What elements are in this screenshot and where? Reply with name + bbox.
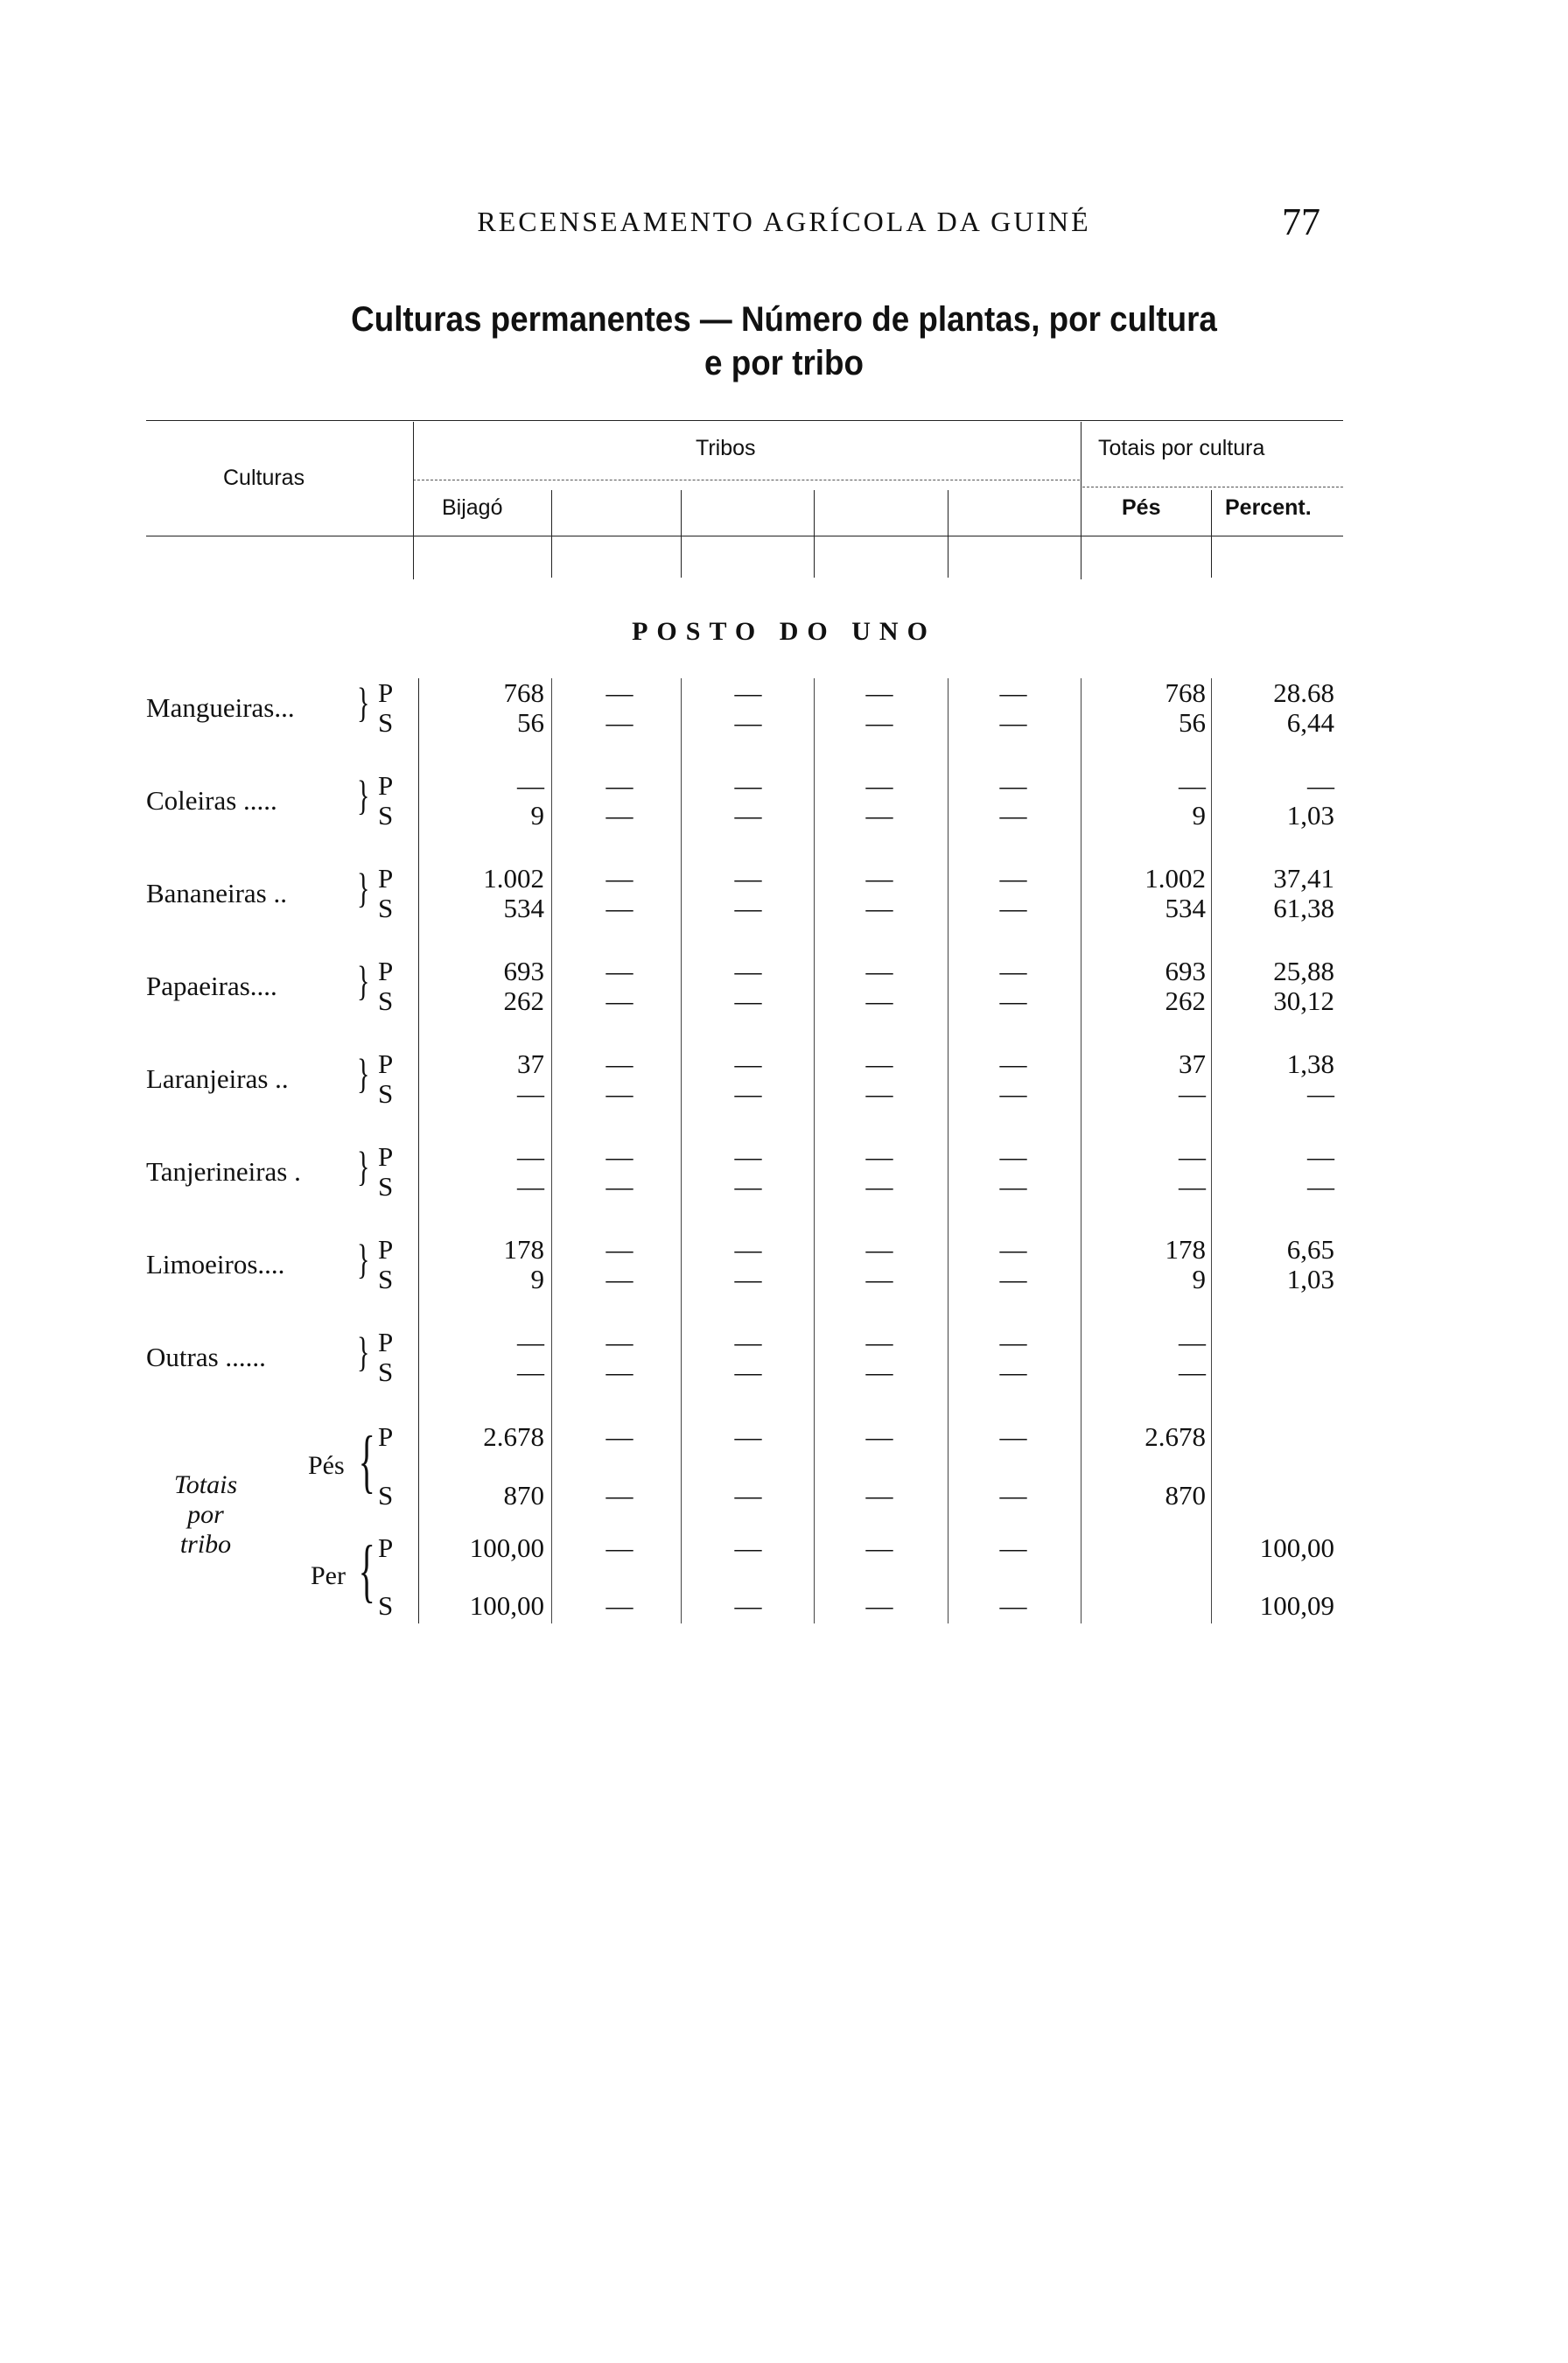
cell-pes: 37 <box>1179 1048 1206 1079</box>
cell-empty: — <box>734 1234 762 1265</box>
cell-pes: 870 <box>1165 1480 1206 1511</box>
cell-percent: — <box>1307 770 1334 801</box>
cell-empty: — <box>734 800 762 831</box>
running-header: RECENSEAMENTO AGRÍCOLA DA GUINÉ <box>477 206 1091 237</box>
cell-empty: — <box>606 1078 634 1109</box>
cell-empty: — <box>606 1532 634 1563</box>
cell-empty: — <box>865 1171 893 1202</box>
body-vrule-2 <box>551 678 552 1623</box>
culture-name: Outras ...... <box>146 1342 266 1372</box>
cell-empty: — <box>865 1234 893 1265</box>
cell-empty: — <box>999 1327 1027 1357</box>
cell-pes: 178 <box>1165 1234 1206 1265</box>
cell-bijago: 100,00 <box>469 1532 544 1563</box>
cell-empty: — <box>606 1264 634 1294</box>
header-vrule-1 <box>413 422 414 579</box>
header-bijago: Bijagó <box>442 495 503 520</box>
row-brace: } <box>357 1050 370 1097</box>
cell-empty: — <box>999 770 1027 801</box>
cell-empty: — <box>865 770 893 801</box>
cell-empty: — <box>734 863 762 894</box>
cell-bijago: 2.678 <box>483 1421 544 1452</box>
cell-empty: — <box>606 677 634 708</box>
table-top-rule <box>146 420 1343 421</box>
culture-name: Mangueiras... <box>146 692 295 723</box>
cell-empty: — <box>865 1480 893 1511</box>
header-culturas: Culturas <box>223 466 305 490</box>
cell-empty: — <box>999 1078 1027 1109</box>
cell-percent: 37,41 <box>1273 863 1334 894</box>
row-brace: } <box>357 679 370 726</box>
cell-pes: — <box>1179 1141 1206 1172</box>
header-vrule-3 <box>681 490 682 578</box>
cell-bijago: 37 <box>517 1048 544 1079</box>
header-vrule-2 <box>551 490 552 578</box>
header-vrule-4 <box>814 490 815 578</box>
row-type-label: P <box>378 1532 394 1563</box>
row-type-label: P <box>378 1327 394 1357</box>
row-type-label: P <box>378 956 394 986</box>
cell-empty: — <box>865 1590 893 1621</box>
cell-empty: — <box>734 956 762 986</box>
cell-empty: — <box>865 1264 893 1294</box>
totals-pes-brace: { <box>358 1423 375 1500</box>
cell-empty: — <box>865 1078 893 1109</box>
cell-empty: — <box>999 677 1027 708</box>
row-type-label: S <box>378 1171 394 1202</box>
cell-empty: — <box>734 1264 762 1294</box>
cell-pes: 534 <box>1165 893 1206 923</box>
cell-empty: — <box>606 1480 634 1511</box>
cell-empty: — <box>999 1264 1027 1294</box>
cell-empty: — <box>734 1327 762 1357</box>
cell-empty: — <box>606 1141 634 1172</box>
cell-empty: — <box>734 677 762 708</box>
cell-empty: — <box>606 1234 634 1265</box>
cell-empty: — <box>999 1532 1027 1563</box>
cell-empty: — <box>606 1171 634 1202</box>
cell-pes: 262 <box>1165 985 1206 1016</box>
cell-empty: — <box>999 956 1027 986</box>
row-type-label: P <box>378 863 394 894</box>
cell-empty: — <box>734 1078 762 1109</box>
cell-percent: 100,00 <box>1259 1532 1334 1563</box>
totals-label <box>171 1470 241 1560</box>
body-vrule-1 <box>418 678 419 1623</box>
cell-empty: — <box>865 677 893 708</box>
cell-empty: — <box>734 893 762 923</box>
cell-empty: — <box>734 707 762 738</box>
totals-per-label: Per <box>311 1561 346 1590</box>
cell-bijago: 178 <box>503 1234 544 1265</box>
cell-bijago: — <box>517 1357 544 1387</box>
cell-empty: — <box>606 1048 634 1079</box>
cell-empty: — <box>606 800 634 831</box>
cell-pes: — <box>1179 1327 1206 1357</box>
cell-empty: — <box>734 1171 762 1202</box>
cell-empty: — <box>999 800 1027 831</box>
cell-percent: 1,38 <box>1286 1048 1334 1079</box>
totals-pes-label: Pés <box>308 1451 345 1480</box>
header-tribos: Tribos <box>696 436 756 460</box>
cell-empty: — <box>606 863 634 894</box>
cell-bijago: — <box>517 1141 544 1172</box>
body-vrule-6 <box>1081 678 1082 1623</box>
row-type-label: P <box>378 1048 394 1079</box>
cell-pes: 768 <box>1165 677 1206 708</box>
cell-empty: — <box>865 1357 893 1387</box>
cell-empty: — <box>606 985 634 1016</box>
totals-label-line3: tribo <box>179 1530 232 1559</box>
section-title: POSTO DO UNO <box>632 617 936 646</box>
row-type-label: S <box>378 1480 394 1511</box>
cell-bijago: 768 <box>503 677 544 708</box>
cell-bijago: — <box>517 1078 544 1109</box>
cell-empty: — <box>999 1421 1027 1452</box>
body-vrule-3 <box>681 678 682 1623</box>
cell-empty: — <box>865 1532 893 1563</box>
cell-pes: 1.002 <box>1144 863 1206 894</box>
row-type-label: P <box>378 1141 394 1172</box>
row-type-label: P <box>378 1421 394 1452</box>
cell-empty: — <box>865 707 893 738</box>
cell-percent: 6,44 <box>1286 707 1334 738</box>
row-type-label: S <box>378 1590 394 1621</box>
cell-pes: — <box>1179 1171 1206 1202</box>
table-title <box>63 298 1506 385</box>
row-type-label: S <box>378 1357 394 1387</box>
cell-percent: 6,65 <box>1286 1234 1334 1265</box>
culture-name: Tanjerineiras . <box>146 1156 301 1187</box>
cell-empty: — <box>734 770 762 801</box>
row-type-label: S <box>378 893 394 923</box>
cell-pes: 56 <box>1179 707 1206 738</box>
cell-empty: — <box>606 1327 634 1357</box>
totals-per-brace: { <box>358 1532 375 1609</box>
row-type-label: P <box>378 1234 394 1265</box>
cell-percent: 30,12 <box>1273 985 1334 1016</box>
row-type-label: S <box>378 707 394 738</box>
cell-empty: — <box>734 1480 762 1511</box>
table-title-line2: e por tribo <box>704 344 864 382</box>
row-brace: } <box>357 772 370 819</box>
cell-empty: — <box>865 956 893 986</box>
row-brace: } <box>357 1236 370 1283</box>
cell-bijago: — <box>517 1327 544 1357</box>
cell-bijago: 693 <box>503 956 544 986</box>
culture-name: Laranjeiras .. <box>146 1063 289 1094</box>
cell-empty: — <box>865 985 893 1016</box>
cell-percent: 61,38 <box>1273 893 1334 923</box>
cell-percent: — <box>1307 1078 1334 1109</box>
cell-empty: — <box>734 1357 762 1387</box>
cell-percent: 1,03 <box>1286 800 1334 831</box>
cell-empty: — <box>734 1141 762 1172</box>
cell-percent: 1,03 <box>1286 1264 1334 1294</box>
header-vrule-7 <box>1211 490 1212 578</box>
cell-empty: — <box>606 1590 634 1621</box>
cell-empty: — <box>999 1234 1027 1265</box>
cell-bijago: 56 <box>517 707 544 738</box>
culture-name: Bananeiras .. <box>146 878 287 908</box>
cell-pes: 9 <box>1192 800 1206 831</box>
table-title-line1: Culturas permanentes — Número de plantas, por cultura <box>351 300 1217 339</box>
row-type-label: P <box>378 677 394 708</box>
cell-empty: — <box>865 1048 893 1079</box>
row-brace: } <box>357 957 370 1005</box>
cell-empty: — <box>999 1590 1027 1621</box>
cell-bijago: 534 <box>503 893 544 923</box>
cell-pes: 693 <box>1165 956 1206 986</box>
cell-empty: — <box>734 1532 762 1563</box>
row-type-label: S <box>378 1078 394 1109</box>
cell-percent: 28.68 <box>1273 677 1334 708</box>
cell-bijago: — <box>517 1171 544 1202</box>
cell-empty: — <box>865 800 893 831</box>
cell-empty: — <box>734 1590 762 1621</box>
cell-bijago: 262 <box>503 985 544 1016</box>
cell-empty: — <box>999 707 1027 738</box>
cell-pes: 9 <box>1192 1264 1206 1294</box>
cell-empty: — <box>999 863 1027 894</box>
header-totais: Totais por cultura <box>1098 436 1265 460</box>
cell-empty: — <box>865 1327 893 1357</box>
row-brace: } <box>357 865 370 912</box>
cell-empty: — <box>999 893 1027 923</box>
row-type-label: S <box>378 1264 394 1294</box>
cell-percent: 25,88 <box>1273 956 1334 986</box>
header-percent: Percent. <box>1225 495 1312 520</box>
cell-bijago: — <box>517 770 544 801</box>
cell-percent: — <box>1307 1141 1334 1172</box>
row-type-label: S <box>378 800 394 831</box>
cell-empty: — <box>865 863 893 894</box>
cell-pes: — <box>1179 1078 1206 1109</box>
totals-label-line2: por <box>187 1500 224 1529</box>
header-vrule-6 <box>1081 422 1082 579</box>
cell-empty: — <box>865 1421 893 1452</box>
cell-empty: — <box>865 893 893 923</box>
cell-bijago: 870 <box>503 1480 544 1511</box>
cell-empty: — <box>999 1048 1027 1079</box>
cell-empty: — <box>734 1048 762 1079</box>
cell-pes: 2.678 <box>1144 1421 1206 1452</box>
cell-pes: — <box>1179 770 1206 801</box>
body-vrule-7 <box>1211 678 1212 1623</box>
totals-label-line1: Totais <box>173 1470 238 1499</box>
cell-empty: — <box>865 1141 893 1172</box>
header-pes: Pés <box>1122 495 1161 520</box>
cell-empty: — <box>606 707 634 738</box>
row-brace: } <box>357 1143 370 1190</box>
page-number: 77 <box>1282 200 1320 243</box>
cell-empty: — <box>606 893 634 923</box>
cell-pes: — <box>1179 1357 1206 1387</box>
cell-empty: — <box>734 985 762 1016</box>
culture-name: Coleiras ..... <box>146 785 277 816</box>
cell-empty: — <box>999 1141 1027 1172</box>
cell-empty: — <box>606 1357 634 1387</box>
cell-bijago: 1.002 <box>483 863 544 894</box>
cell-empty: — <box>999 1357 1027 1387</box>
cell-percent: — <box>1307 1171 1334 1202</box>
body-vrule-4 <box>814 678 815 1623</box>
cell-empty: — <box>606 956 634 986</box>
culture-name: Limoeiros.... <box>146 1249 285 1280</box>
cell-empty: — <box>734 1421 762 1452</box>
cell-empty: — <box>606 1421 634 1452</box>
cell-bijago: 100,00 <box>469 1590 544 1621</box>
row-brace: } <box>357 1329 370 1376</box>
cell-bijago: 9 <box>530 800 544 831</box>
cell-empty: — <box>999 1171 1027 1202</box>
row-type-label: S <box>378 985 394 1016</box>
cell-percent: 100,09 <box>1259 1590 1334 1621</box>
cell-empty: — <box>999 1480 1027 1511</box>
row-type-label: P <box>378 770 394 801</box>
cell-empty: — <box>999 985 1027 1016</box>
culture-name: Papaeiras.... <box>146 971 277 1001</box>
cell-empty: — <box>606 770 634 801</box>
cell-bijago: 9 <box>530 1264 544 1294</box>
